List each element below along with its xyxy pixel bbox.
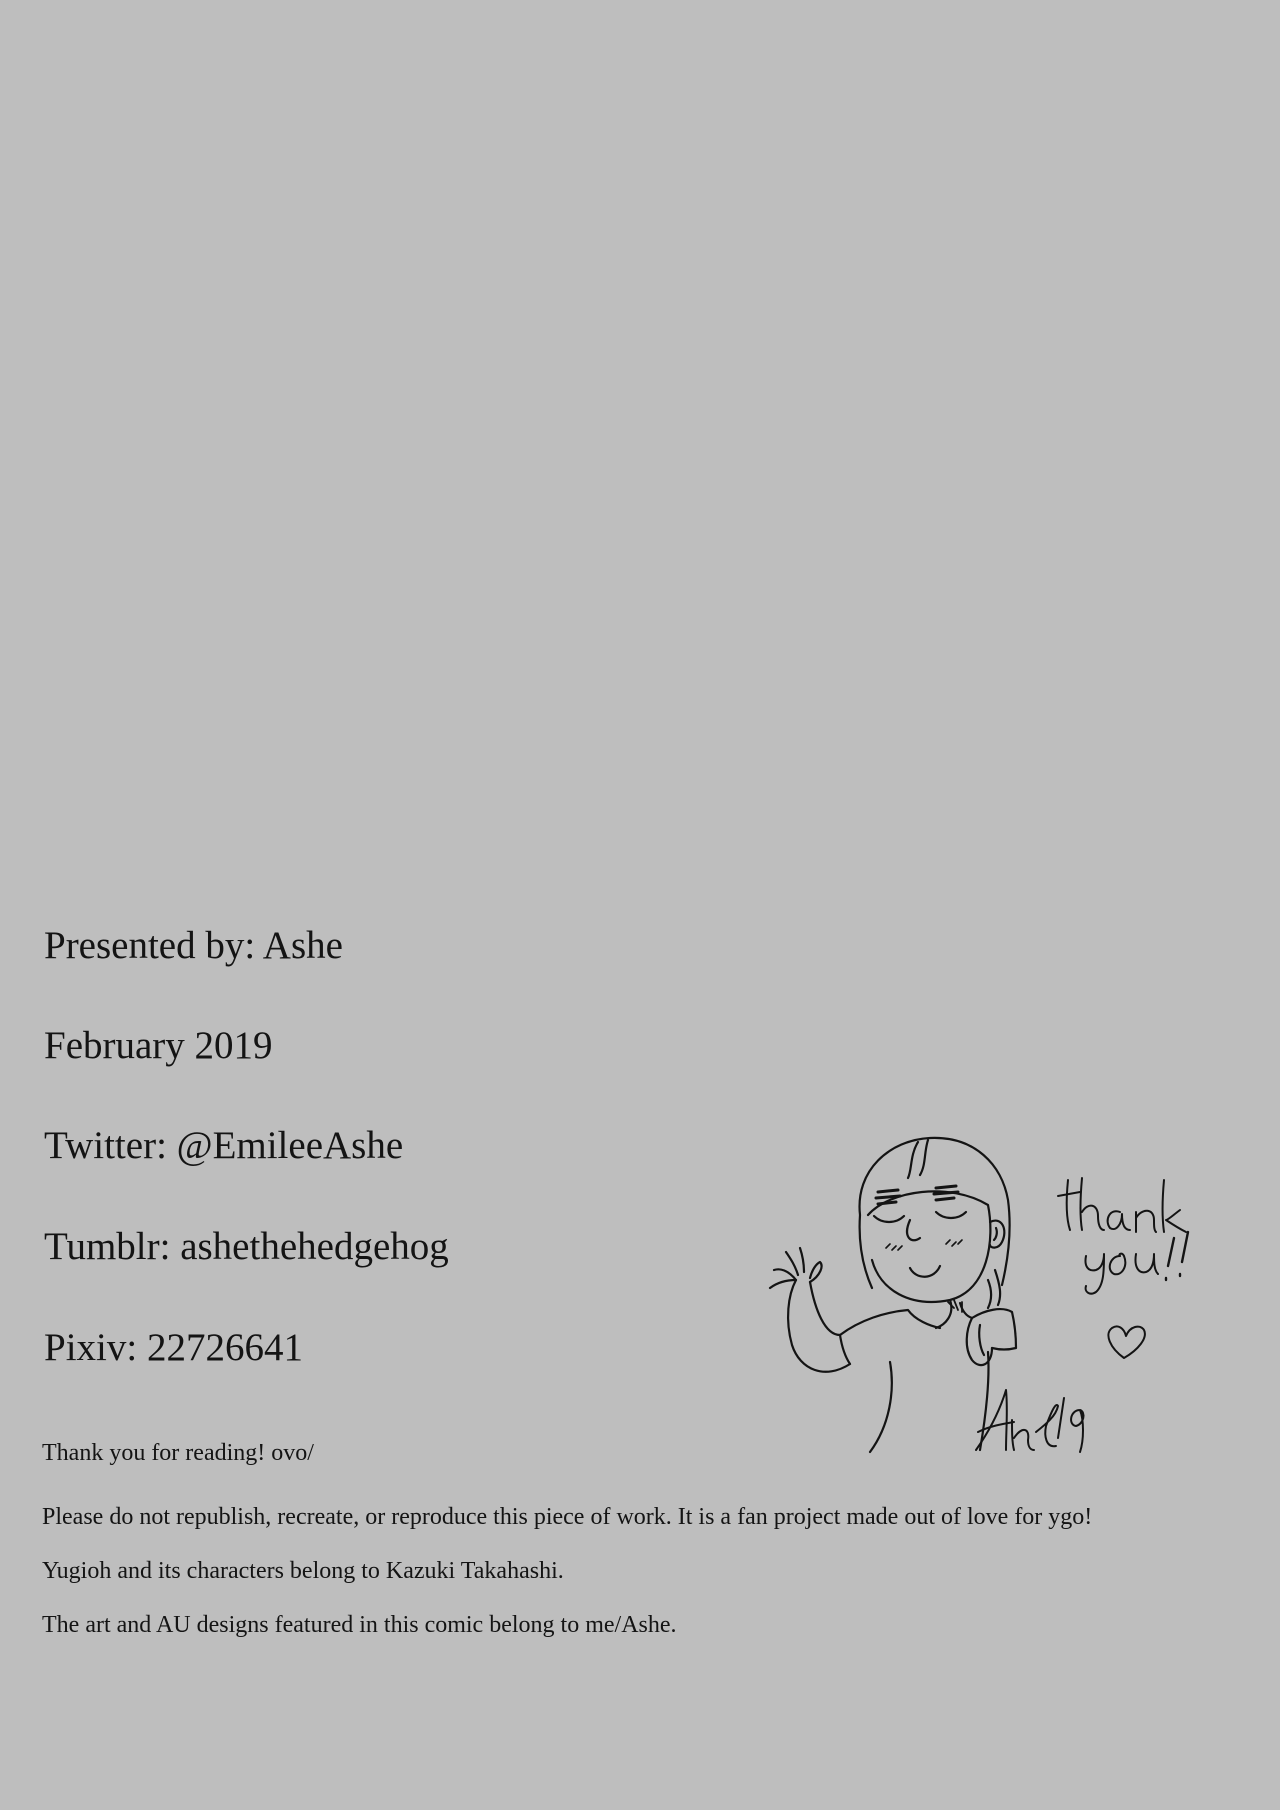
signature-icon [976, 1390, 1083, 1452]
presented-by-credit: Presented by: Ashe [44, 924, 343, 967]
twitter-handle: Twitter: @EmileeAshe [44, 1124, 404, 1167]
heart-icon [1108, 1326, 1144, 1358]
thank-you-handwriting-icon [1058, 1178, 1188, 1294]
pixiv-id: Pixiv: 22726641 [44, 1326, 303, 1369]
thank-you-illustration [740, 1120, 1210, 1470]
waving-character-icon [770, 1138, 1016, 1452]
republish-notice: Please do not republish, recreate, or reproduce this piece of work. It is a fan project made out of love for ygo! [42, 1504, 1093, 1530]
tumblr-handle: Tumblr: ashethehedgehog [44, 1225, 449, 1268]
art-credit-notice: The art and AU designs featured in this comic belong to me/Ashe. [42, 1612, 677, 1638]
thanks-note: Thank you for reading! ovo/ [42, 1440, 314, 1466]
publish-date: February 2019 [44, 1024, 273, 1067]
copyright-notice: Yugioh and its characters belong to Kazuki Takahashi. [42, 1558, 564, 1584]
